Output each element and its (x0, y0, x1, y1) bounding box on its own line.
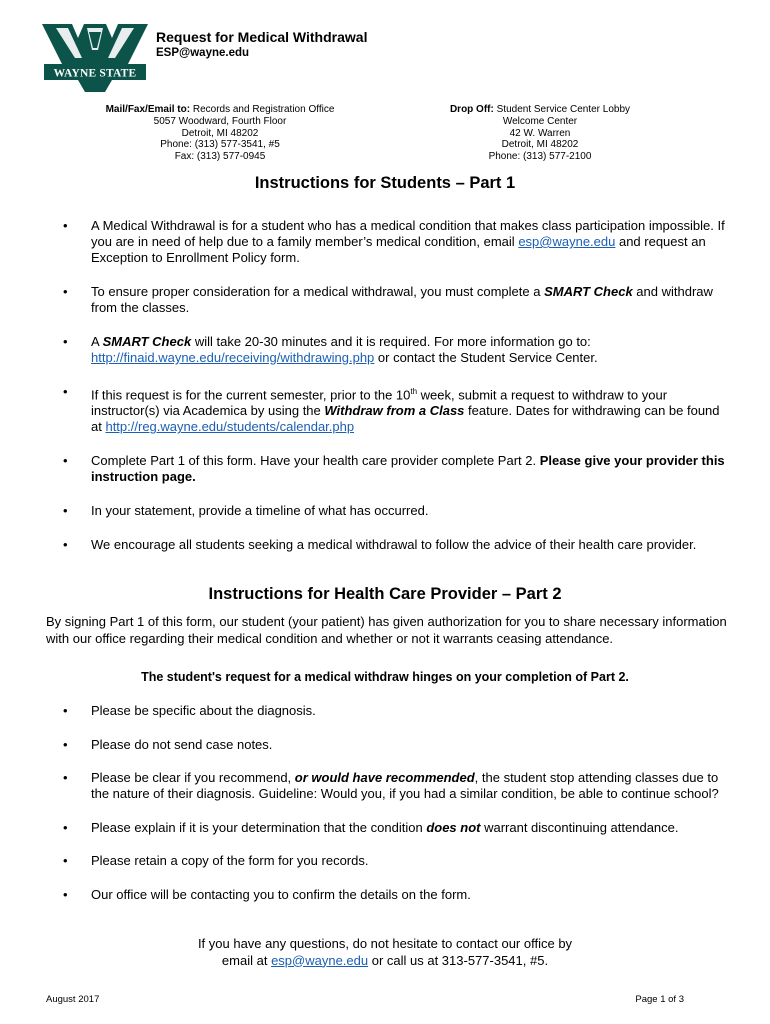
footer-date: August 2017 (46, 994, 100, 1005)
page-number: Page 1 of 3 (635, 994, 684, 1005)
list-item: • A SMART Check will take 20-30 minutes and it is required. For more information go to: http://finaid.wayne.edu/receiving/withdrawing.php or contact the Student Service Center. (60, 334, 732, 366)
list-item: • Please be specific about the diagnosis. (60, 703, 732, 719)
list-item: • If this request is for the current semester, prior to the 10th week, submit a request to withdraw to your instructor(s) via Academica by using the Withdraw from a Class feature. Dates for withdrawing can be found at http://reg.wayne.edu/students/calendar.php (60, 384, 732, 435)
student-instructions-list (60, 218, 732, 553)
provider-instructions-list (60, 703, 732, 903)
list-item: • Our office will be contacting you to confirm the details on the form. (60, 887, 732, 903)
list-item: • Please explain if it is your determination that the condition does not warrant discontinuing attendance. (60, 820, 732, 836)
part1-heading: Instructions for Students – Part 1 (254, 174, 516, 192)
list-item: • In your statement, provide a timeline of what has occurred. (60, 503, 732, 519)
header-email: ESP@wayne.edu (156, 47, 250, 59)
esp-email-link[interactable]: esp@wayne.edu (518, 234, 616, 249)
mail-label: Mail/Fax/Email to: (105, 104, 191, 115)
registrar-calendar-link[interactable]: http://reg.wayne.edu/students/calendar.php (105, 419, 355, 435)
wayne-state-logo (42, 24, 148, 94)
logo-wordmark: WAYNE STATE (53, 67, 137, 80)
list-item: • Please do not send case notes. (60, 737, 732, 753)
list-item: • Please be clear if you recommend, or would have recommended, the student stop attending classes due to the nature of their diagnosis. Guideline: Would you, if you had a similar condition, be able to continue school? (60, 770, 732, 802)
form-title: Request for Medical Withdrawal (156, 29, 368, 45)
list-item: • A Medical Withdrawal is for a student who has a medical condition that makes class participation impossible. If you are in need of help due to a family member’s medical condition, email esp@wayne.edu and request an Exception to Enrollment Policy form. (60, 218, 732, 266)
list-item: • We encourage all students seeking a medical withdrawal to follow the advice of their health care provider. (60, 537, 732, 553)
list-item: • To ensure proper consideration for a medical withdrawal, you must complete a SMART Check and withdraw from the classes. (60, 284, 732, 316)
mail-address-block: Mail/Fax/Email to: Records and Registration Office 5057 Woodward, Fourth Floor Detroit, MI 48202 Phone: (313) 577-3541, #5 Fax: (313) 577-0945 (105, 104, 335, 163)
part2-heading: Instructions for Health Care Provider – Part 2 (208, 585, 562, 603)
closing-email-link[interactable]: esp@wayne.edu (271, 952, 369, 968)
list-item: • Complete Part 1 of this form. Have your health care provider complete Part 2. Please give your provider this instruction page. (60, 453, 732, 485)
provider-intro: By signing Part 1 of this form, our student (your patient) has given authorization for you to share necessary information with our office regarding their medical condition and whether or not it warrants ceasing attendance. (46, 614, 727, 646)
dropoff-label: Drop Off: (449, 104, 494, 115)
list-item: • Please retain a copy of the form for you records. (60, 853, 732, 869)
completion-notice: The student's request for a medical withdraw hinges on your completion of Part 2. (141, 670, 629, 684)
dropoff-address-block: Drop Off: Student Service Center Lobby Welcome Center 42 W. Warren Detroit, MI 48202 Phone: (313) 577-2100 (449, 104, 631, 163)
finaid-withdrawing-link[interactable]: http://finaid.wayne.edu/receiving/withdrawing.php (91, 350, 375, 365)
closing-statement: If you have any questions, do not hesitate to contact our office by email at esp@wayne.edu or call us at 313-577-3541, #5. (197, 936, 573, 968)
